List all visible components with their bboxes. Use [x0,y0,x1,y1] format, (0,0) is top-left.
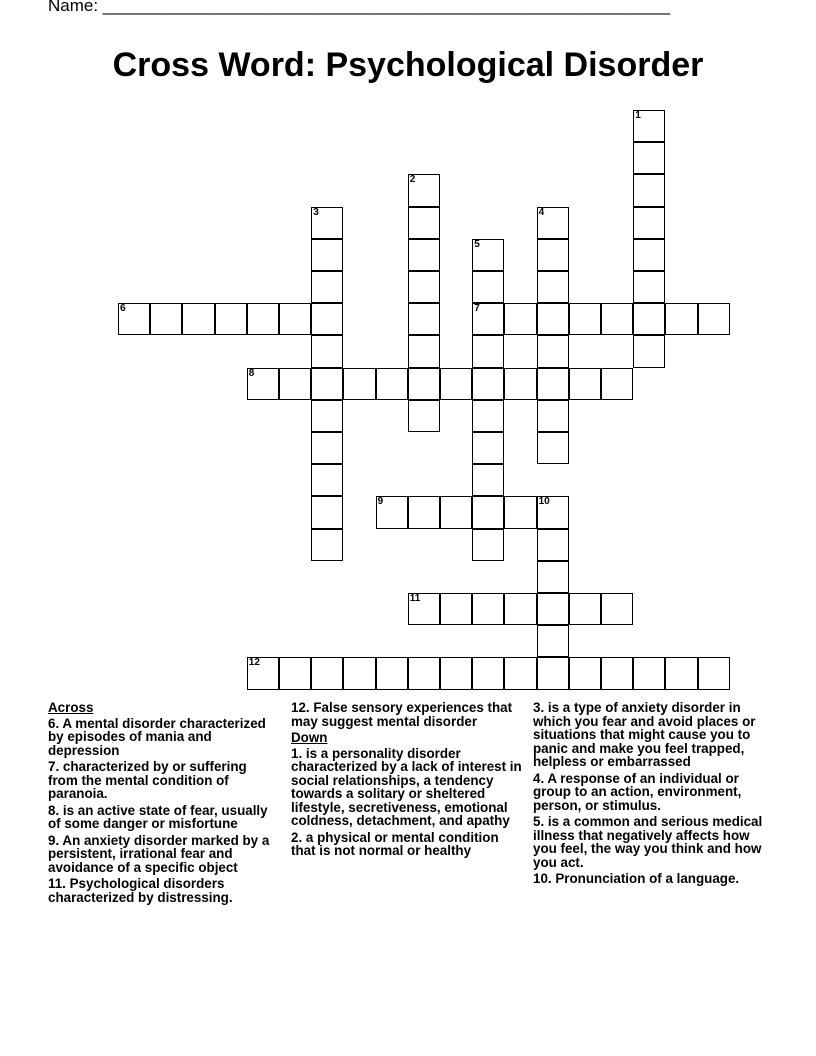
grid-cell[interactable] [376,496,408,528]
grid-cell[interactable] [472,464,504,496]
cell-number: 7 [474,303,480,315]
grid-cell[interactable] [247,657,279,689]
grid-cell[interactable] [472,529,504,561]
grid-cell[interactable] [408,239,440,271]
grid-cell[interactable] [311,303,343,335]
grid-cell[interactable] [601,368,633,400]
clue-across-8: 8. is an active state of fear, usually of some danger or misfortune [48,802,268,831]
grid-cell[interactable] [569,303,601,335]
grid-cell[interactable] [537,303,569,335]
grid-cell[interactable] [504,657,536,689]
grid-cell[interactable] [472,432,504,464]
grid-cell[interactable] [537,496,569,528]
cell-number: 12 [248,657,260,669]
grid-cell[interactable] [408,657,440,689]
grid-cell[interactable] [279,657,311,689]
clue-across-12: 12. False sensory experiences that may suggest mental disorder [291,700,513,729]
down-heading: Down [291,730,328,745]
grid-cell[interactable] [440,368,472,400]
name-field[interactable]: Name: ____________________________________________________________ [48,0,671,15]
grid-cell[interactable] [472,368,504,400]
grid-cell[interactable] [311,432,343,464]
grid-cell[interactable] [504,303,536,335]
clue-down-1: 1. is a personality disorder characterized by a lack of interest in social relationships, a tendency towards a solitary or sheltered lifestyle, secretiveness, emotional coldness, detachment, and apathy [291,745,522,828]
grid-cell[interactable] [633,239,665,271]
grid-cell[interactable] [537,239,569,271]
grid-cell[interactable] [537,368,569,400]
clue-column-2 [291,701,523,861]
grid-cell[interactable] [665,657,697,689]
clue-across-6: 6. A mental disorder characterized by episodes of mania and depression [48,715,266,758]
grid-cell[interactable] [472,593,504,625]
grid-cell[interactable] [311,271,343,303]
grid-cell[interactable] [633,303,665,335]
cell-number: 5 [474,238,480,250]
grid-cell[interactable] [408,368,440,400]
grid-cell[interactable] [408,496,440,528]
across-heading: Across [48,700,94,715]
grid-cell[interactable] [408,174,440,206]
grid-cell[interactable] [698,657,730,689]
grid-cell[interactable] [504,593,536,625]
grid-cell[interactable] [633,271,665,303]
clue-down-2: 2. a physical or mental condition that is not normal or healthy [291,829,499,858]
cell-number: 11 [409,593,421,604]
grid-cell[interactable] [537,335,569,367]
clue-column-1 [48,701,280,907]
grid-cell[interactable] [408,271,440,303]
grid-cell[interactable] [118,303,150,335]
grid-cell[interactable] [569,368,601,400]
grid-cell[interactable] [537,432,569,464]
grid-cell[interactable] [601,657,633,689]
grid-cell[interactable] [472,303,504,335]
page-title: Cross Word: Psychological Disorder [112,46,704,84]
grid-cell[interactable] [633,110,665,142]
grid-cell[interactable] [472,657,504,689]
grid-cell[interactable] [601,303,633,335]
clue-down-5: 5. is a common and serious medical illness that negatively affects how you feel, the way you think and how you act. [533,814,763,870]
clue-down-10: 10. Pronunciation of a language. [533,871,740,886]
grid-cell[interactable] [440,593,472,625]
grid-cell[interactable] [311,496,343,528]
grid-cell[interactable] [601,593,633,625]
cell-number: 10 [538,496,550,508]
grid-cell[interactable] [537,657,569,689]
grid-cell[interactable] [247,368,279,400]
grid-cell[interactable] [311,529,343,561]
clue-across-11: 11. Psychological disorders characterized by distressing. [48,876,233,905]
grid-cell[interactable] [537,593,569,625]
grid-cell[interactable] [408,400,440,432]
grid-cell[interactable] [698,303,730,335]
grid-cell[interactable] [408,303,440,335]
grid-cell[interactable] [633,142,665,174]
clue-across-7: 7. characterized by or suffering from the mental condition of paranoia. [48,759,247,801]
grid-cell[interactable] [182,303,214,335]
grid-cell[interactable] [472,335,504,367]
grid-cell[interactable] [311,657,343,689]
cell-number: 8 [248,367,255,379]
grid-cell[interactable] [376,368,408,400]
grid-cell[interactable] [633,207,665,239]
grid-cell[interactable] [504,368,536,400]
grid-cell[interactable] [665,303,697,335]
cell-number: 1 [635,110,641,121]
grid-cell[interactable] [343,368,375,400]
grid-cell[interactable] [472,496,504,528]
grid-cell[interactable] [408,593,440,625]
grid-cell[interactable] [537,625,569,657]
grid-cell[interactable] [569,593,601,625]
grid-cell[interactable] [311,335,343,367]
grid-cell[interactable] [311,239,343,271]
grid-cell[interactable] [537,561,569,593]
grid-cell[interactable] [504,496,536,528]
cell-number: 2 [409,174,416,186]
clue-down-3: 3. is a type of anxiety disorder in which you fear and avoid places or situations that might cause you to panic and make you feel trapped, helpless or embarrassed [533,700,756,769]
grid-cell[interactable] [472,271,504,303]
grid-cell[interactable] [440,496,472,528]
grid-cell[interactable] [537,400,569,432]
grid-cell[interactable] [279,303,311,335]
grid-cell[interactable] [537,529,569,561]
clue-column-3 [533,701,765,889]
grid-cell[interactable] [633,174,665,206]
cell-number: 4 [538,206,545,218]
grid-cell[interactable] [215,303,247,335]
grid-cell[interactable] [408,335,440,367]
grid-cell[interactable] [408,207,440,239]
grid-cell[interactable] [440,657,472,689]
grid-cell[interactable] [633,335,665,367]
cell-number: 9 [377,496,384,508]
grid-cell[interactable] [472,239,504,271]
grid-cell[interactable] [311,207,343,239]
cell-number: 6 [120,303,126,315]
grid-cell[interactable] [537,271,569,303]
clue-across-9: 9. An anxiety disorder marked by a persistent, irrational fear and avoidance of a specific object [48,832,270,875]
grid-cell[interactable] [537,207,569,239]
grid-cell[interactable] [472,400,504,432]
grid-cell[interactable] [279,368,311,400]
grid-cell[interactable] [150,303,182,335]
grid-cell[interactable] [247,303,279,335]
grid-cell[interactable] [376,657,408,689]
grid-cell[interactable] [311,400,343,432]
cell-number: 3 [313,206,319,218]
clue-down-4: 4. A response of an individual or group to an action, environment, person, or stimulus. [533,770,742,813]
grid-cell[interactable] [569,657,601,689]
grid-cell[interactable] [311,464,343,496]
grid-cell[interactable] [311,368,343,400]
grid-cell[interactable] [343,657,375,689]
grid-cell[interactable] [633,657,665,689]
